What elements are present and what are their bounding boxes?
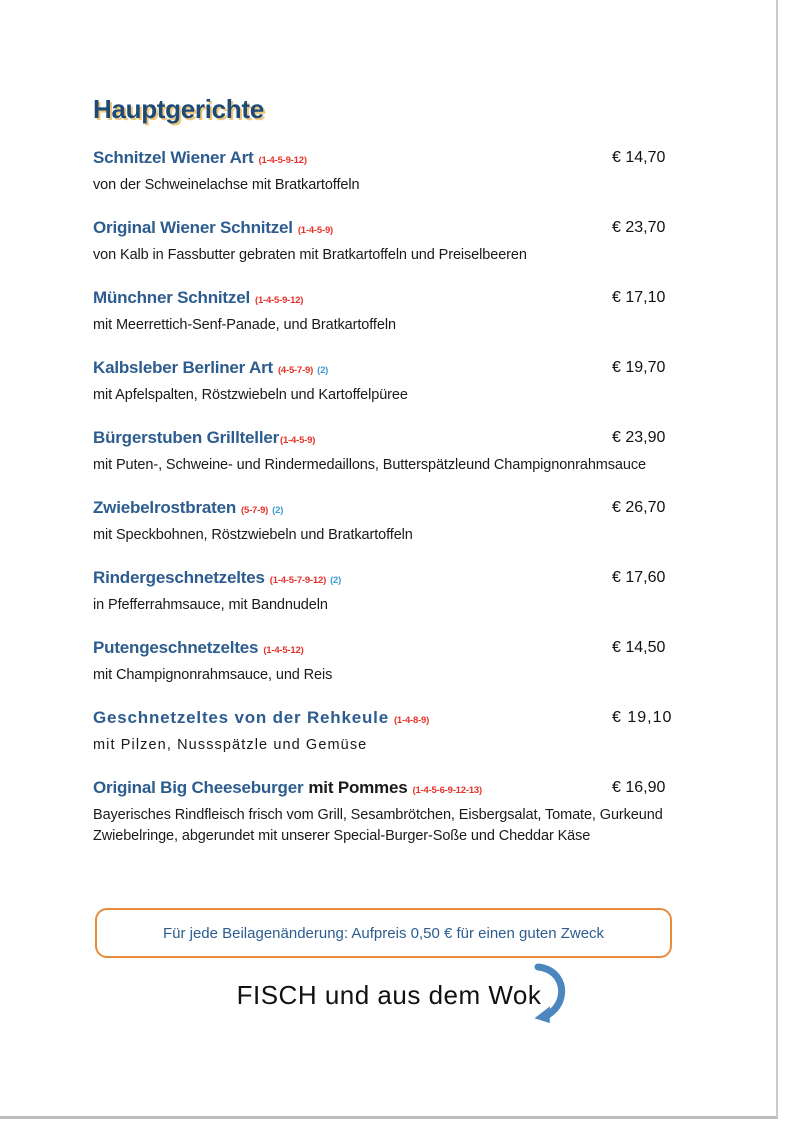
dish-description	[93, 525, 677, 546]
allergen-codes: (1-4-8-9)	[393, 715, 430, 726]
menu-list	[93, 146, 677, 867]
allergen-codes: (1-4-5-12)	[263, 645, 304, 656]
menu-item-head	[93, 146, 677, 172]
dish-price: € 16,90	[612, 779, 666, 796]
dish-description	[93, 175, 677, 196]
menu-item	[93, 776, 677, 847]
dish-price: € 23,70	[612, 219, 666, 236]
dish-price: € 14,50	[612, 639, 666, 656]
menu-item	[93, 566, 677, 616]
menu-item-head	[93, 496, 677, 522]
dish-name: Original Big Cheeseburger	[93, 778, 304, 797]
menu-item	[93, 216, 677, 266]
dish-name: Geschnetzeltes von der Rehkeule	[93, 708, 389, 727]
dish-description	[93, 245, 677, 266]
notice-box	[95, 908, 672, 958]
dish-price: € 19,10	[612, 709, 673, 726]
dish-description-line: in Pfefferrahmsauce, mit Bandnudeln	[93, 597, 328, 613]
menu-item-head	[93, 706, 677, 732]
allergen-codes: (1-4-5-6-9-12-13)	[412, 785, 482, 796]
dish-description-line: von der Schweinelachse mit Bratkartoffeln	[93, 177, 360, 193]
dish-description-line: mit Speckbohnen, Röstzwiebeln und Bratkartoffeln	[93, 527, 413, 543]
dish-name: Bürgerstuben Grillteller	[93, 428, 280, 447]
menu-item-head	[93, 776, 677, 802]
dish-price: € 17,10	[612, 289, 666, 306]
dish-name-suffix: mit Pommes	[308, 778, 408, 797]
additive-note: (2)	[272, 505, 284, 516]
menu-item-head	[93, 216, 677, 242]
dish-description	[93, 385, 677, 406]
notice-text: Für jede Beilagenänderung: Aufpreis 0,50 € für einen guten Zweck	[162, 924, 605, 942]
dish-description-line: mit Pilzen, Nussspätzle und Gemüse	[93, 737, 368, 753]
menu-item	[93, 356, 677, 406]
dish-description	[93, 735, 677, 756]
dish-description-line: mit Champignonrahmsauce, und Reis	[93, 667, 333, 683]
dish-description-line: mit Apfelspalten, Röstzwiebeln und Kartoffelpüree	[93, 387, 408, 403]
page-title: Hauptgerichte	[93, 94, 264, 124]
curved-arrow-down-icon	[528, 961, 568, 1025]
dish-description	[93, 665, 677, 686]
menu-item	[93, 636, 677, 686]
dish-name: Original Wiener Schnitzel	[93, 218, 293, 237]
dish-description-line: von Kalb in Fassbutter gebraten mit Bratkartoffeln und Preiselbeeren	[93, 247, 527, 263]
dish-name: Kalbsleber Berliner Art	[93, 358, 273, 377]
dish-description	[93, 595, 677, 616]
allergen-codes: (4-5-7-9)	[277, 365, 314, 376]
dish-description	[93, 805, 677, 847]
allergen-codes: (1-4-5-9-12)	[254, 295, 304, 306]
next-section-banner	[0, 980, 778, 1011]
menu-item-head	[93, 426, 677, 452]
menu-item-head	[93, 566, 677, 592]
dish-description	[93, 455, 677, 476]
dish-name: Münchner Schnitzel	[93, 288, 250, 307]
dish-description	[93, 315, 677, 336]
dish-price: € 17,60	[612, 569, 666, 586]
dish-name: Schnitzel Wiener Art	[93, 148, 254, 167]
menu-item-head	[93, 286, 677, 312]
additive-note: (2)	[330, 575, 342, 586]
menu-item	[93, 496, 677, 546]
dish-description-line: und Champignonrahmsauce	[466, 457, 646, 473]
allergen-codes: (1-4-5-9-12)	[258, 155, 307, 166]
menu-item	[93, 426, 677, 476]
dish-price: € 14,70	[612, 149, 666, 166]
menu-item-head	[93, 636, 677, 662]
menu-item	[93, 146, 677, 196]
allergen-codes: (5-7-9)	[241, 505, 269, 516]
menu-item-head	[93, 356, 677, 382]
dish-name: Rindergeschnetzeltes	[93, 568, 265, 587]
dish-description-line: mit Puten-, Schweine- und Rindermedaillons, Butterspätzle	[93, 457, 467, 473]
dish-description-line: mit Meerrettich-Senf-Panade, und Bratkartoffeln	[93, 317, 396, 333]
dish-price: € 23,90	[612, 429, 666, 446]
allergen-codes: (1-4-5-9)	[297, 225, 333, 236]
additive-note: (2)	[317, 365, 329, 376]
dish-price: € 26,70	[612, 499, 666, 516]
dish-description-line: und Zwiebelringe, abgerundet mit unserer Special-Burger-Soße und Cheddar Käse	[93, 807, 663, 844]
dish-description-line: Bayerisches Rindfleisch frisch vom Grill, Sesambrötchen, Eisbergsalat, Tomate, Gurke	[93, 807, 639, 823]
dish-name: Zwiebelrostbraten	[93, 498, 237, 517]
next-section-label: FISCH und aus dem Wok	[236, 980, 542, 1010]
menu-item	[93, 706, 677, 756]
dish-price: € 19,70	[612, 359, 666, 376]
allergen-codes: (1-4-5-9)	[280, 435, 316, 446]
menu-item	[93, 286, 677, 336]
allergen-codes: (1-4-5-7-9-12)	[269, 575, 327, 586]
dish-name: Putengeschnetzeltes	[93, 638, 259, 657]
